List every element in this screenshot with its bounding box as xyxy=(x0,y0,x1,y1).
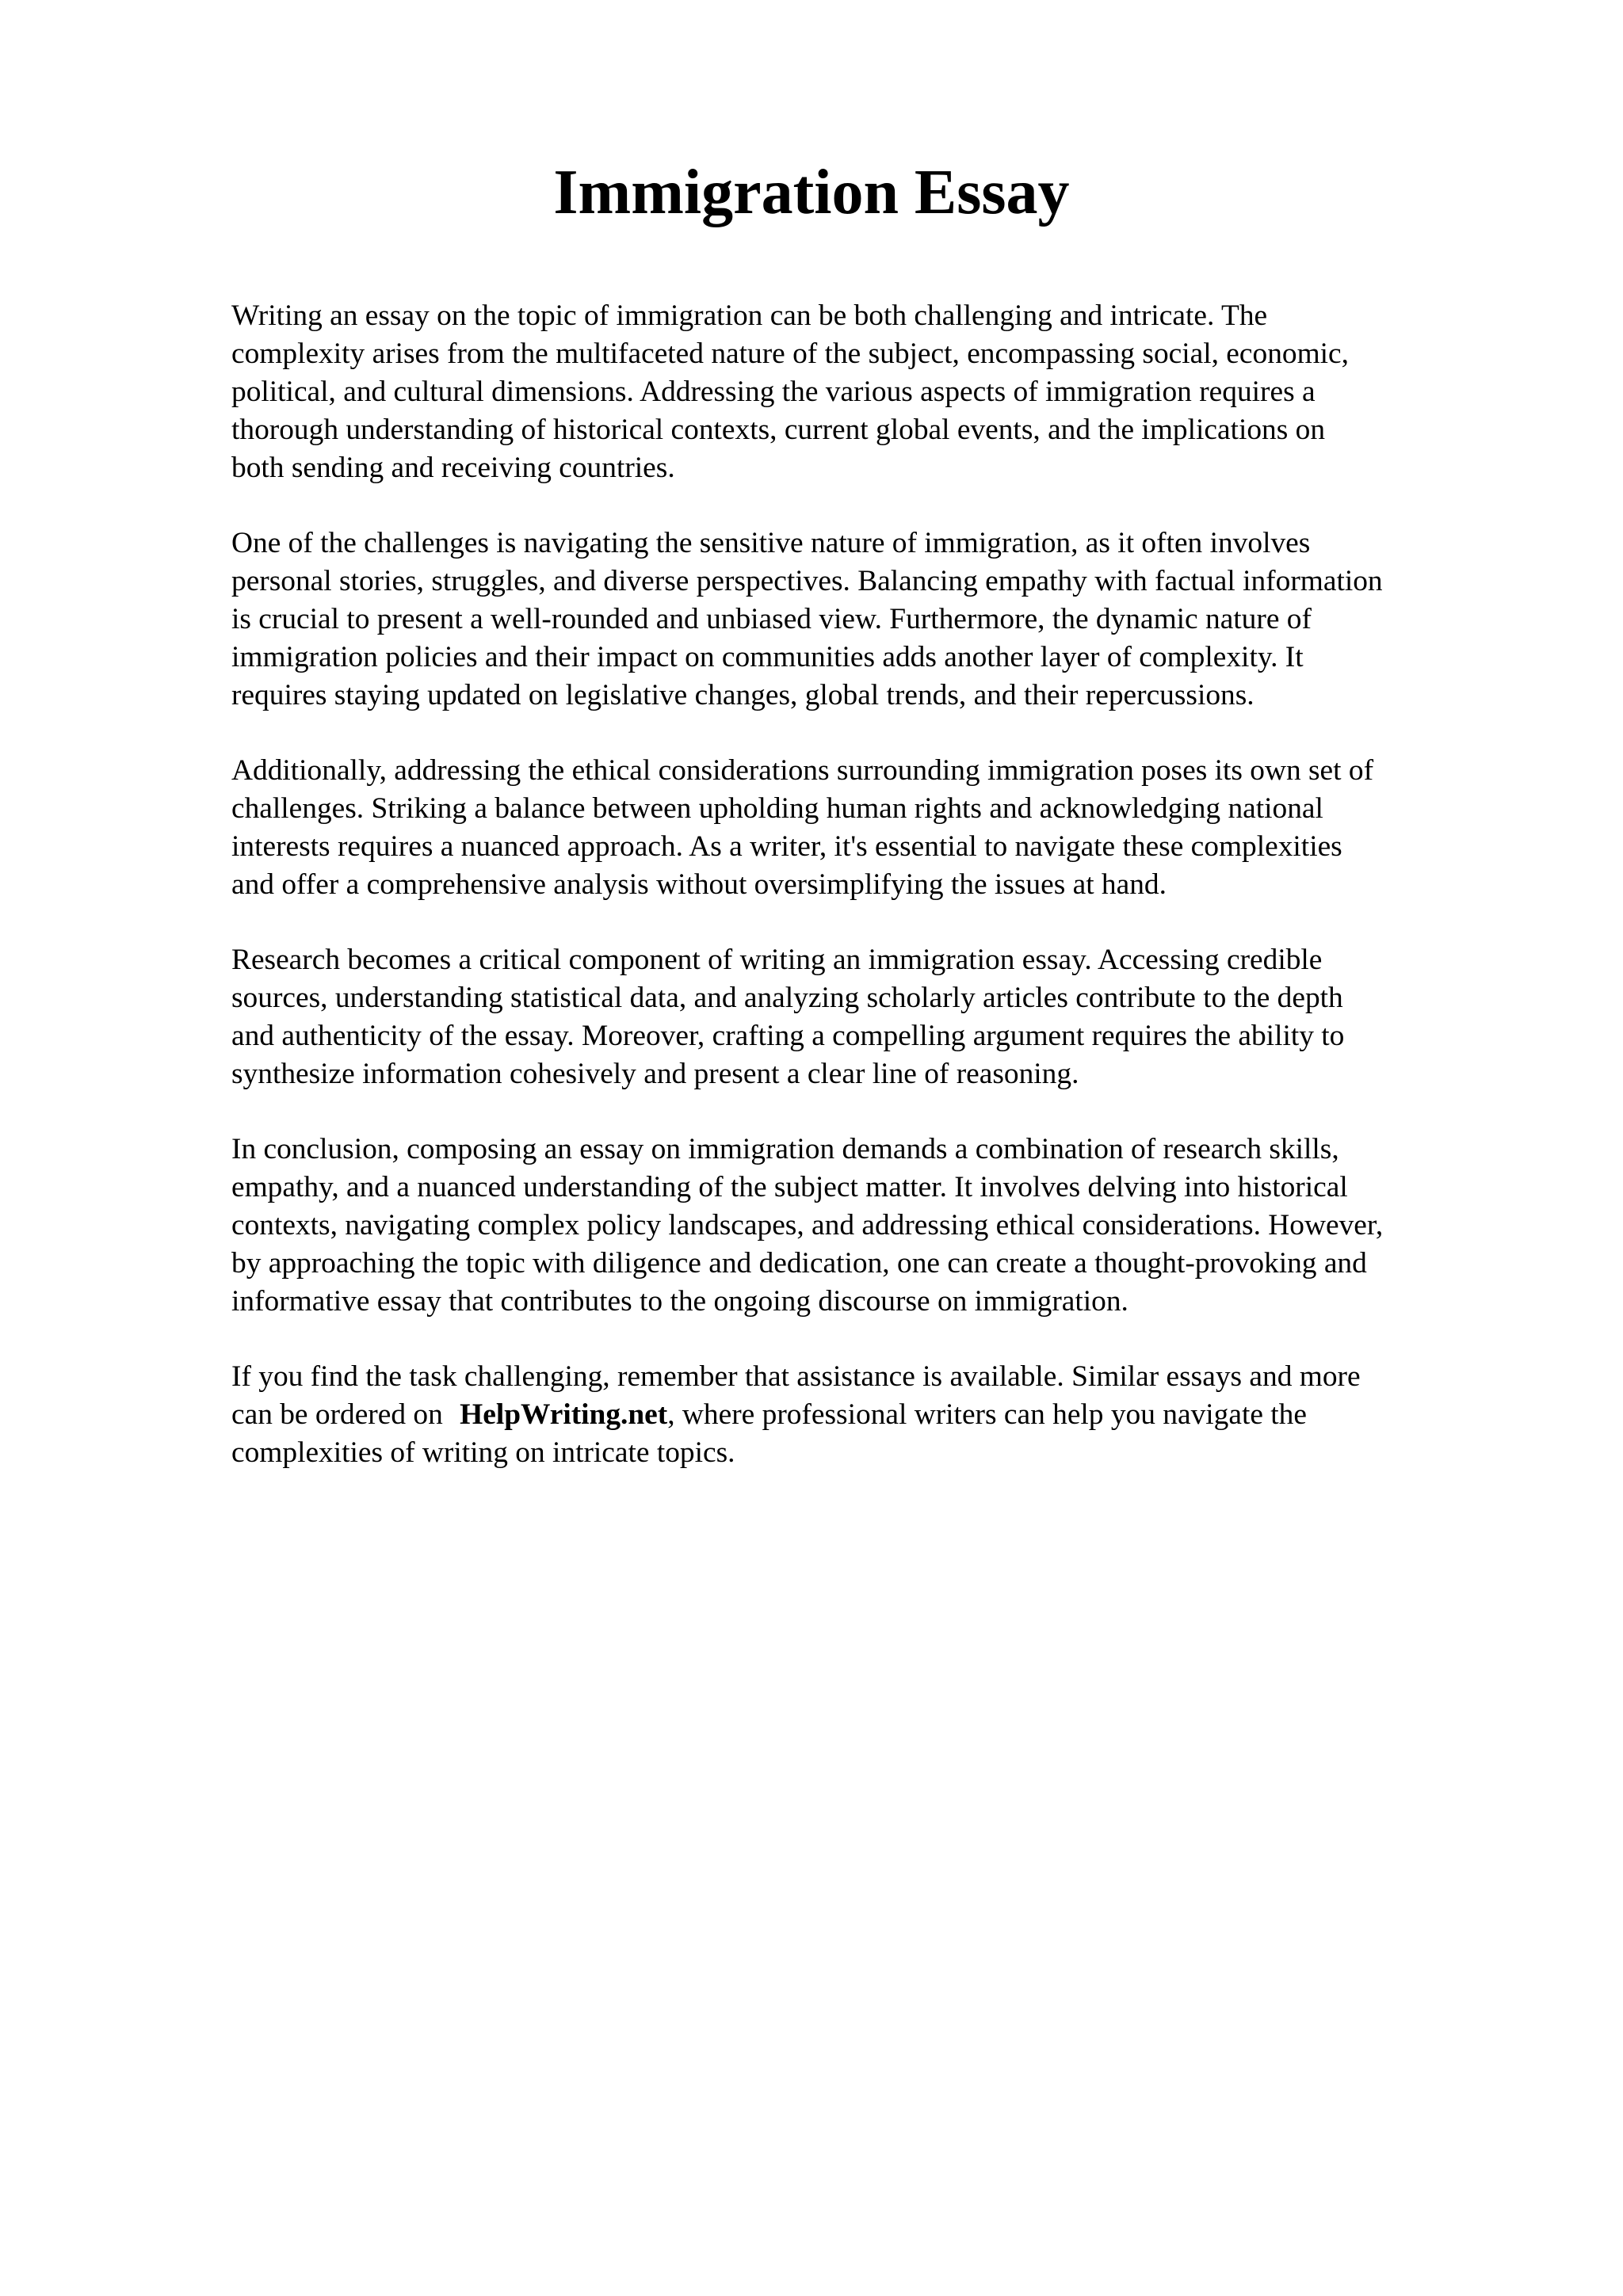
paragraph-line: requires staying updated on legislative changes, global trends, and their repercussions. xyxy=(231,679,1254,711)
paragraph-line xyxy=(231,1396,1523,1434)
paragraph-line: both sending and receiving countries. xyxy=(231,452,675,484)
paragraph-line: synthesize information cohesively and present a clear line of reasoning. xyxy=(231,1058,1079,1090)
paragraph-line: Additionally, addressing the ethical considerations surrounding immigration poses its own set of xyxy=(231,754,1374,787)
paragraph-3 xyxy=(231,752,1523,904)
document-body xyxy=(231,297,1523,1509)
paragraph-line: empathy, and a nuanced understanding of the subject matter. It involves delving into historical xyxy=(231,1171,1348,1203)
paragraph-line: interests requires a nuanced approach. As a writer, it's essential to navigate these complexities xyxy=(231,830,1342,863)
paragraph-line: personal stories, struggles, and diverse perspectives. Balancing empathy with factual information xyxy=(231,565,1383,597)
paragraph-line: complexity arises from the multifaceted nature of the subject, encompassing social, economic, xyxy=(231,338,1349,370)
paragraph-line: complexities of writing on intricate topics. xyxy=(231,1436,735,1469)
paragraph-line: sources, understanding statistical data, and analyzing scholarly articles contribute to the depth xyxy=(231,982,1343,1014)
helpwriting-link[interactable]: HelpWriting.net xyxy=(460,1398,668,1431)
document-title: Immigration Essay xyxy=(553,158,1070,227)
paragraph-line: informative essay that contributes to the ongoing discourse on immigration. xyxy=(231,1285,1128,1318)
paragraph-line: One of the challenges is navigating the sensitive nature of immigration, as it often involves xyxy=(231,527,1311,559)
paragraph-5 xyxy=(231,1131,1523,1321)
paragraph-line: In conclusion, composing an essay on immigration demands a combination of research skills, xyxy=(231,1133,1339,1165)
paragraph-line: Writing an essay on the topic of immigration can be both challenging and intricate. The xyxy=(231,299,1268,332)
closing-text-after-link: , where professional writers can help you navigate the xyxy=(667,1398,1307,1431)
paragraph-line: thorough understanding of historical contexts, current global events, and the implications on xyxy=(231,414,1326,446)
paragraph-line: political, and cultural dimensions. Addressing the various aspects of immigration requires a xyxy=(231,376,1316,408)
paragraph-line: Research becomes a critical component of writing an immigration essay. Accessing credible xyxy=(231,944,1323,976)
paragraph-line: and authenticity of the essay. Moreover, crafting a compelling argument requires the ability to xyxy=(231,1020,1345,1052)
paragraph-line: and offer a comprehensive analysis without oversimplifying the issues at hand. xyxy=(231,868,1167,901)
paragraph-1 xyxy=(231,297,1523,487)
closing-paragraph xyxy=(231,1358,1523,1472)
paragraph-line: by approaching the topic with diligence and dedication, one can create a thought-provoking and xyxy=(231,1247,1367,1280)
paragraph-line: contexts, navigating complex policy landscapes, and addressing ethical considerations. However, xyxy=(231,1209,1384,1241)
paragraph-4 xyxy=(231,941,1523,1093)
paragraph-line: immigration policies and their impact on communities adds another layer of complexity. It xyxy=(231,641,1304,673)
paragraph-line: challenges. Striking a balance between upholding human rights and acknowledging national xyxy=(231,792,1323,825)
paragraph-line: If you find the task challenging, remember that assistance is available. Similar essays and more xyxy=(231,1360,1361,1393)
closing-text-before-link: can be ordered on xyxy=(231,1398,451,1431)
paragraph-2 xyxy=(231,524,1523,715)
paragraph-line: is crucial to present a well-rounded and unbiased view. Furthermore, the dynamic nature of xyxy=(231,603,1312,635)
